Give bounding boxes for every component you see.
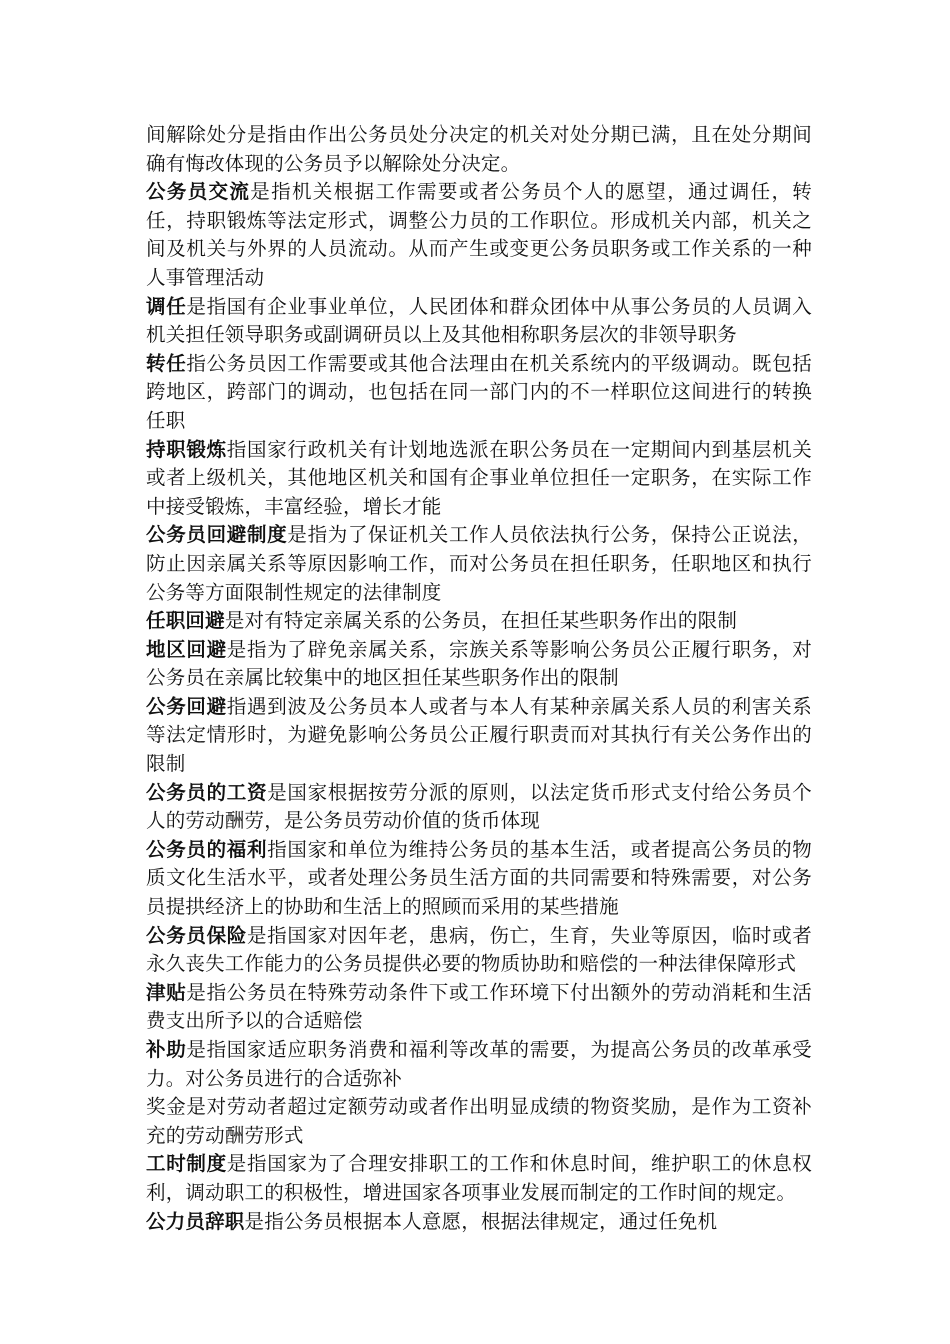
definition-paragraph [146,1150,812,1207]
definition-paragraph [146,121,812,178]
term-heading: 任职回避 [146,609,225,633]
term-heading: 公务员交流 [146,180,251,204]
term-heading: 公务员的工资 [146,780,268,804]
definition-paragraph [146,922,812,979]
definition-text: 是指国有企业事业单位，人民团体和群众团体中从事公务员的人员调入机关担任领导职务或副调研员以上及其他相称职务层次的非领导职务 [146,294,813,347]
definition-paragraph [146,836,812,922]
definition-text: 是指国家对因年老，患病，伤亡，生育，失业等原因，临时或者永久丧失工作能力的公务员提供必要的物质协助和赔偿的一种法律保障形式 [146,923,812,976]
definition-text: 是指国家适应职务消费和福利等改革的需要，为提高公务员的改革承受力。对公务员进行的合适弥补 [146,1038,813,1090]
definition-paragraph [146,178,812,292]
definition-text: 指公务员因工作需要或其他合法理由在机关系统内的平级调动。既包括跨地区，跨部门的调动，也包括在同一部门内的不一样职位这间进行的转换任职 [146,351,813,432]
term-heading: 公务员保险 [146,923,247,947]
definition-text: 是国家根据按劳分派的原则，以法定货币形式支付给公务员个人的劳动酬劳，是公务员劳动价值的货币体现 [146,780,812,833]
definition-paragraph [146,1036,812,1093]
document-body [146,121,812,1236]
term-heading: 调任 [146,294,187,318]
definition-text: 是指机关根据工作需要或者公务员个人的愿望，通过调任，转任，持职锻炼等法定形式，调整公力员的工作职位。形成机关内部，机关之间及机关与外界的人员流动。从而产生或变更公务员职务或工作关系的一种人事管理活动 [146,180,812,289]
definition-text: 是指公务员根据本人意愿，根据法律规定，通过任免机 [244,1209,718,1233]
term-heading: 公力员辞职 [146,1209,245,1233]
definition-text: 是指为了辟免亲属关系，宗族关系等影响公务员公正履行职务，对公务员在亲属比较集中的地区担任某些职务作出的限制 [146,637,812,690]
definition-text: 是指为了保证机关工作人员依法执行公务，保持公正说法，防止因亲属关系等原因影响工作，而对公务员在担任职务，任职地区和执行公务等方面限制性规定的法律制度 [146,523,813,604]
term-heading: 转任 [146,351,187,375]
definition-paragraph [146,521,812,607]
term-heading: 公务回避 [146,694,227,718]
definition-paragraph [146,693,812,779]
definition-paragraph [146,636,812,693]
definition-paragraph [146,1208,812,1237]
definition-text: 是指公务员在特殊劳动条件下或工作环境下付出额外的劳动消耗和生活费支出所予以的合适赔偿 [146,980,813,1033]
term-heading: 公务员的福利 [146,837,268,861]
definition-paragraph [146,607,812,636]
definition-text: 间解除处分是指由作出公务员处分决定的机关对处分期已满，且在处分期间确有悔改体现的公务员予以解除处分决定。 [146,123,812,175]
definition-text: 是指国家为了合理安排职工的工作和休息时间，维护职工的休息权利，调动职工的积极性，增进国家各项事业发展而制定的工作时间的规定。 [146,1152,812,1204]
definition-paragraph [146,436,812,522]
definition-paragraph [146,293,812,350]
term-heading: 地区回避 [146,637,227,661]
term-heading: 公务员回避制度 [146,523,288,547]
definition-text: 是对有特定亲属关系的公务员，在担任某些职务作出的限制 [224,609,738,633]
definition-text: 指遇到波及公务员本人或者与本人有某种亲属关系人员的利害关系等法定情形时，为避免影响公务员公正履行职责而对其执行有关公务作出的限制 [146,694,812,776]
definition-paragraph [146,779,812,836]
definition-paragraph [146,1093,812,1150]
term-heading: 补助 [146,1038,187,1061]
definition-text: 奖金是对劳动者超过定额劳动或者作出明显成绩的物资奖励，是作为工资补充的劳动酬劳形式 [146,1095,812,1147]
term-heading: 工时制度 [146,1152,227,1176]
term-heading: 津贴 [146,980,187,1004]
definition-paragraph [146,979,812,1036]
definition-paragraph [146,350,812,436]
definition-text: 指国家和单位为维持公务员的基本生活，或者提高公务员的物质文化生活水平，或者处理公务员生活方面的共同需要和特殊需要，对公务员提拱经济上的协助和生活上的照顾而采用的某些措施 [146,837,812,919]
term-heading: 持职锻炼 [146,437,227,461]
definition-text: 指国家行政机关有计划地选派在职公务员在一定期间内到基层机关或者上级机关，其他地区机关和国有企事业单位担任一定职务，在实际工作中接受锻炼，丰富经验，增长才能 [146,437,812,518]
